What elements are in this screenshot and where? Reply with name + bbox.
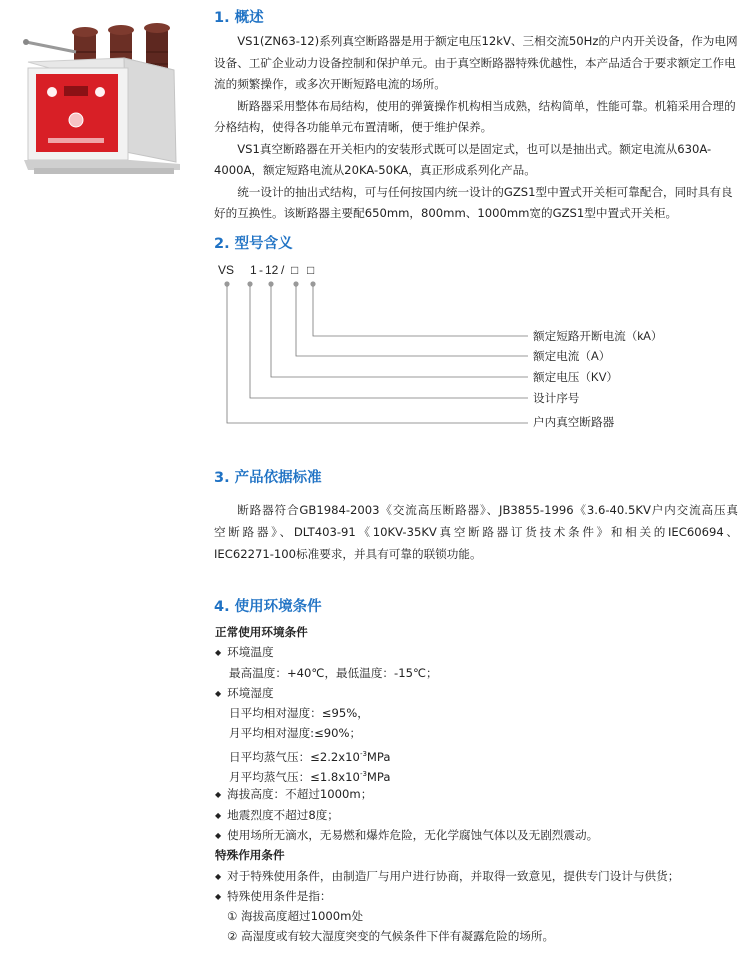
standards-line: IEC62271-100标准要求，并具有可靠的联锁功能。 [214,547,482,561]
day-relative-humidity: 日平均相对湿度：≤95%， [229,706,369,721]
standards-line: 空断路器》、DLT403-91《10KV-35KV真空断路器订货技术条件》和相关的IEC60694、 [214,525,738,539]
month-vapor-pressure-unit: MPa [366,769,391,784]
section-3-heading: 3. 产品依据标准 [214,470,322,486]
seismic-condition: ◆ 地震烈度不超过8度； [215,805,735,825]
normal-conditions-title: 正常使用环境条件 [215,625,308,639]
model-code-box-1: □ [291,263,299,277]
overview-text [214,31,742,225]
model-code-voltage: 12 [265,263,279,277]
month-vapor-pressure [215,764,735,784]
model-label-indoor-breaker: 户内真空断路器 [533,416,615,429]
place-condition: ◆ 使用场所无滴水，无易燃和爆炸危险，无化学腐蚀气体以及无剧烈震动。 [215,825,735,845]
month-vapor-pressure-exponent: -3 [359,770,367,779]
model-label-rated-voltage: 额定电压（KV） [533,371,619,384]
model-code-vs: VS [218,263,235,277]
day-vapor-pressure-value: 日平均蒸气压：≤2.2x10 [229,749,360,764]
model-label-breaking-current: 额定短路开断电流（kA） [533,330,663,343]
section-1-heading: 1. 概述 [214,10,264,26]
humidity-title: ◆ 环境湿度 [215,683,735,703]
temperature-title: ◆ 环境温度 [215,642,735,662]
special-item-altitude: ① 海拔高度超过1000m处 [227,909,364,924]
environment-conditions [215,622,735,947]
overview-paragraph: VS1(ZN63-12)系列真空断路器是用于额定电压12kV、三相交流50Hz的户内开关设备，作为电网设备、工矿企业动力设备控制和保护单元。由于真空断路器特殊优越性，本产品适合于要求额定工作电流的频繁操作，或多次开断短路电流的场所。 [214,34,738,91]
temperature-value: 最高温度：+40℃，最低温度：-15℃； [229,665,438,680]
month-relative-humidity: 月平均相对湿度:≤90%； [229,726,362,741]
overview-paragraph: VS1真空断路器在开关柜内的安装形式既可以是固定式，也可以是抽出式。额定电流从630A-4000A，额定短路电流从20KA-50KA，真正形成系列化产品。 [214,141,712,177]
day-vapor-pressure-exponent: -3 [359,749,367,758]
model-code-dash: - [259,263,263,277]
section-2-heading: 2. 型号含义 [214,236,293,252]
standards-text [214,499,738,565]
month-vapor-pressure-value: 月平均蒸气压：≤1.8x10 [229,769,360,784]
product-image [4,2,196,192]
overview-paragraph: 统一设计的抽出式结构，可与任何按国内统一设计的GZS1型中置式开关柜可靠配合，同时具有良好的互换性。该断路器主要配650mm，800mm、1000mm宽的GZS1型中置式开关柜。 [214,184,733,220]
model-code-series: 1 [250,263,257,277]
special-condition-negotiation: ◆ 对于特殊使用条件，由制造厂与用户进行协商，并取得一致意见，提供专门设计与供货； [215,866,735,886]
model-diagram [218,258,678,438]
model-code-slash: / [281,263,285,277]
special-conditions-title: 特殊作用条件 [215,848,285,863]
standards-line: 断路器符合GB1984-2003《交流高压断路器》、JB3855-1996《3.6-40.5KV户内交流高压真 [237,503,738,517]
section-4-heading: 4. 使用环境条件 [214,599,322,615]
special-item-humidity: ② 高湿度或有较大湿度突变的气候条件下伴有凝露危险的场所。 [227,929,555,944]
model-label-design-number: 设计序号 [533,392,580,405]
model-label-rated-current: 额定电流（A） [533,350,611,363]
overview-paragraph: 断路器采用整体布局结构，使用的弹簧操作机构相当成熟，结构简单，性能可靠。机箱采用合理的分格结构，使得各功能单元布置清晰，便于维护保养。 [214,98,736,134]
model-code-box-2: □ [307,263,315,277]
day-vapor-pressure-unit: MPa [366,749,391,764]
day-vapor-pressure [215,744,735,764]
altitude-condition: ◆ 海拔高度：不超过1000m； [215,784,735,804]
special-condition-definition: ◆ 特殊使用条件是指： [215,886,735,906]
